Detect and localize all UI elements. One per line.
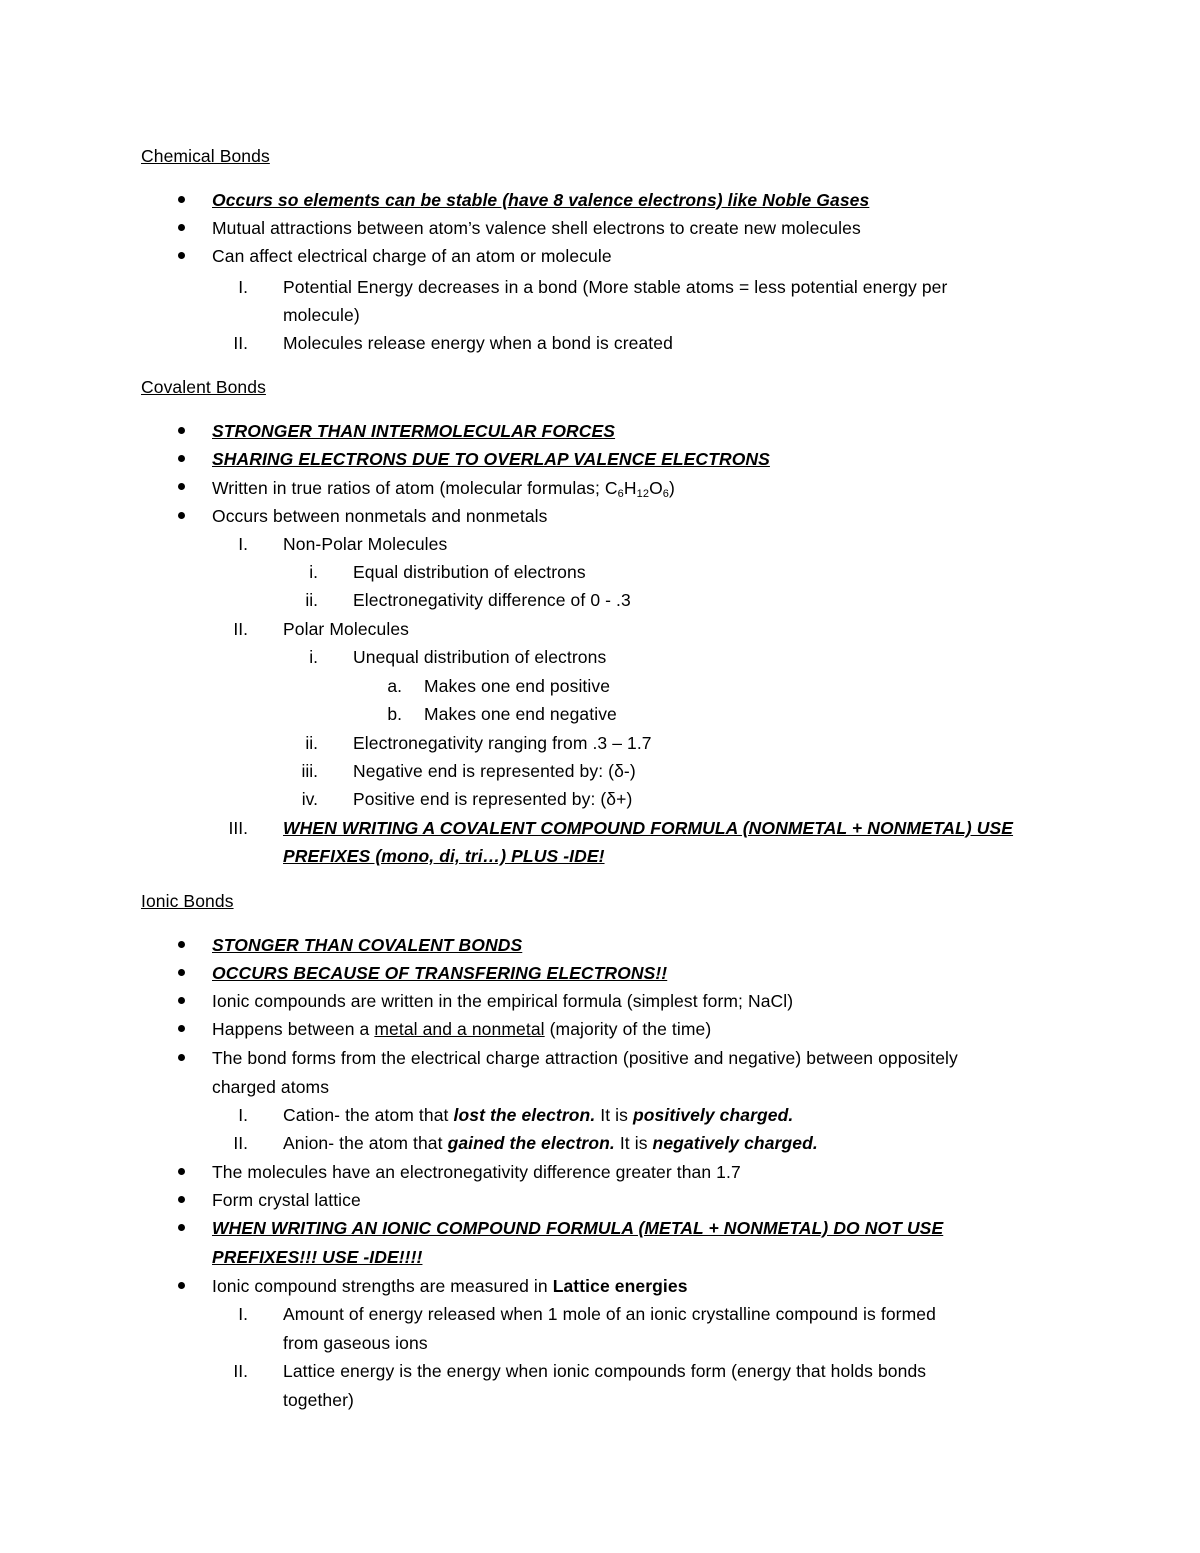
list-item: OCCURS BECAUSE OF TRANSFERING ELECTRONS!! [212, 963, 668, 983]
section-title-ionic-bonds: Ionic Bonds [141, 891, 234, 911]
list-item-formula [212, 477, 675, 505]
list-item: Occurs so elements can be stable (have 8 valence electrons) like Noble Gases [212, 190, 870, 210]
list-item-text: Ionic compound strengths are measured in [212, 1276, 553, 1296]
underlined-phrase: metal and a nonmetal [374, 1019, 545, 1039]
roman-marker: I. [238, 1304, 248, 1324]
emphasis-text: positively charged. [632, 1105, 794, 1125]
roman-marker: II. [233, 333, 248, 353]
list-item: Makes one end positive [424, 676, 611, 696]
list-item: Amount of energy released when 1 mole of an ionic crystalline compound is formed [283, 1304, 936, 1324]
bullet-icon [178, 196, 185, 203]
list-item-text: It is [595, 1105, 633, 1125]
list-item [283, 1132, 818, 1154]
list-item-continuation: PREFIXES (mono, di, tri…) PLUS -IDE! [283, 846, 605, 866]
list-item [212, 1275, 688, 1297]
list-item-continuation: together) [283, 1390, 354, 1410]
formula-element: H [623, 478, 637, 498]
lower-roman-marker: iii. [301, 761, 318, 781]
list-item: Negative end is represented by: (δ-) [353, 761, 636, 781]
list-item: Equal distribution of electrons [353, 562, 586, 582]
list-item: Can affect electrical charge of an atom or molecule [212, 246, 612, 266]
list-item: SHARING ELECTRONS DUE TO OVERLAP VALENCE ELECTRONS [212, 449, 770, 469]
roman-marker: III. [228, 818, 248, 838]
letter-marker: a. [387, 676, 402, 696]
bullet-icon [178, 427, 185, 434]
list-item: Makes one end negative [424, 704, 617, 724]
roman-marker: I. [238, 534, 248, 554]
list-item: Molecules release energy when a bond is created [283, 333, 673, 353]
bullet-icon [178, 941, 185, 948]
roman-marker: II. [233, 619, 248, 639]
emphasis-text: negatively charged. [652, 1133, 818, 1153]
bullet-icon [178, 1168, 185, 1175]
formula-element: O [649, 478, 663, 498]
bullet-icon [178, 997, 185, 1004]
list-item: Positive end is represented by: (δ+) [353, 789, 633, 809]
list-item: The molecules have an electronegativity difference greater than 1.7 [212, 1162, 741, 1182]
bullet-icon [178, 1282, 185, 1289]
bullet-icon [178, 1196, 185, 1203]
section-title-chemical-bonds: Chemical Bonds [141, 146, 270, 166]
lower-roman-marker: iv. [301, 789, 318, 809]
list-item-continuation: from gaseous ions [283, 1333, 428, 1353]
section-title-covalent-bonds: Covalent Bonds [141, 377, 266, 397]
list-item-text: Anion- the atom that [283, 1133, 448, 1153]
list-item: Form crystal lattice [212, 1190, 361, 1210]
list-item: Electronegativity difference of 0 - .3 [353, 590, 631, 610]
roman-marker: II. [233, 1133, 248, 1153]
bullet-icon [178, 1054, 185, 1061]
list-item: Potential Energy decreases in a bond (More stable atoms = less potential energy per [283, 277, 948, 297]
bullet-icon [178, 1224, 185, 1231]
roman-marker: I. [238, 1105, 248, 1125]
formula-close: ) [669, 478, 675, 498]
list-item: Lattice energy is the energy when ionic compounds form (energy that holds bonds [283, 1361, 927, 1381]
formula-subscript: 6 [662, 488, 670, 500]
list-item: Electronegativity ranging from .3 – 1.7 [353, 733, 652, 753]
list-item [283, 1104, 793, 1126]
lower-roman-marker: ii. [305, 733, 318, 753]
lower-roman-marker: i. [309, 647, 318, 667]
bullet-icon [178, 224, 185, 231]
roman-marker: II. [233, 1361, 248, 1381]
bold-term: Lattice energies [552, 1276, 688, 1296]
lower-roman-marker: i. [309, 562, 318, 582]
letter-marker: b. [387, 704, 402, 724]
list-item: Polar Molecules [283, 619, 409, 639]
list-item: Occurs between nonmetals and nonmetals [212, 506, 548, 526]
formula-subscript: 12 [636, 488, 650, 500]
list-item: Mutual attractions between atom’s valence shell electrons to create new molecules [212, 218, 861, 238]
lower-roman-marker: ii. [305, 590, 318, 610]
list-item-text: It is [614, 1133, 653, 1153]
list-item: WHEN WRITING A COVALENT COMPOUND FORMULA (NONMETAL + NONMETAL) USE [283, 818, 1014, 838]
list-item: STRONGER THAN INTERMOLECULAR FORCES [212, 421, 616, 441]
bullet-icon [178, 969, 185, 976]
list-item: STONGER THAN COVALENT BONDS [212, 935, 523, 955]
list-item: Unequal distribution of electrons [353, 647, 607, 667]
list-item-continuation: charged atoms [212, 1077, 330, 1097]
list-item-text: Happens between a [212, 1019, 375, 1039]
list-item-continuation: molecule) [283, 305, 360, 325]
emphasis-text: gained the electron. [447, 1133, 615, 1153]
list-item-continuation: PREFIXES!!! USE -IDE!!!! [212, 1247, 423, 1267]
bullet-icon [178, 483, 185, 490]
bullet-icon [178, 512, 185, 519]
list-item: Ionic compounds are written in the empirical formula (simplest form; NaCl) [212, 991, 794, 1011]
formula-text: Written in true ratios of atom (molecular formulas; C [212, 478, 618, 498]
roman-marker: I. [238, 277, 248, 297]
list-item-text: Cation- the atom that [283, 1105, 454, 1125]
list-item [212, 1018, 711, 1040]
list-item-text: (majority of the time) [544, 1019, 712, 1039]
emphasis-text: lost the electron. [453, 1105, 596, 1125]
bullet-icon [178, 455, 185, 462]
list-item: Non-Polar Molecules [283, 534, 448, 554]
bullet-icon [178, 1025, 185, 1032]
list-item: The bond forms from the electrical charge attraction (positive and negative) between oppositely [212, 1048, 958, 1068]
list-item: WHEN WRITING AN IONIC COMPOUND FORMULA (METAL + NONMETAL) DO NOT USE [212, 1218, 944, 1238]
bullet-icon [178, 252, 185, 259]
formula-subscript: 6 [617, 488, 624, 500]
